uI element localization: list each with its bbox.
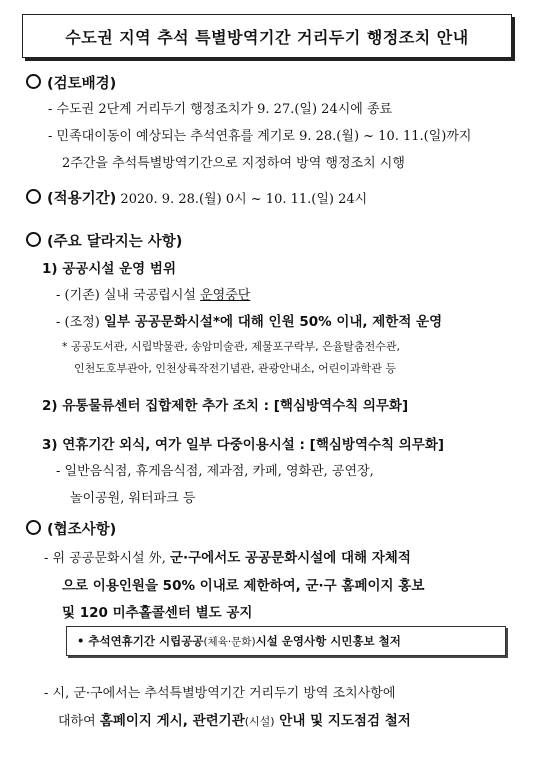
cooperation-line-3: 및 120 미추홀콜센터 별도 공지 bbox=[62, 605, 253, 621]
facility-note-2: 인천도호부관아, 인천상륙작전기념관, 관광안내소, 어린이과학관 등 bbox=[74, 362, 397, 375]
cooperation-line-5: 대하여 홈페이지 게시, 관련기관(시설) 안내 및 지도점검 철저 bbox=[58, 713, 411, 729]
changes-line-adjusted: - (조정) 일부 공공문화시설*에 대해 인원 50% 이내, 제한적 운영 bbox=[56, 314, 443, 330]
background-line-3: 2주간을 추석특별방역기간으로 지정하여 방역 행정조치 시행 bbox=[62, 156, 405, 171]
circle-bullet-icon bbox=[26, 520, 41, 535]
changes-line-existing: - (기존) 실내 국공립시설 운영중단 bbox=[56, 288, 251, 303]
circle-bullet-icon bbox=[26, 232, 41, 247]
document-title: 수도권 지역 추석 특별방역기간 거리두기 행정조치 안내 bbox=[22, 14, 512, 58]
section-period: (적용기간) 2020. 9. 28.(월) 0시 ~ 10. 11.(일) 24시 bbox=[26, 187, 367, 208]
circle-bullet-icon bbox=[26, 74, 41, 89]
section-heading-background: (검토배경) bbox=[26, 72, 116, 93]
circle-bullet-icon bbox=[26, 189, 41, 204]
subheading-logistics: 2) 유통물류센터 집합제한 추가 조치 : [핵심방역수칙 의무화] bbox=[42, 398, 409, 414]
background-line-2: - 민족대이동이 예상되는 추석연휴를 계기로 9. 28.(월) ~ 10. 11.(일)까지 bbox=[48, 129, 472, 144]
subheading-holiday-facilities: 3) 연휴기간 외식, 여가 일부 다중이용시설 : [핵심방역수칙 의무화] bbox=[42, 437, 445, 453]
subheading-public-facilities: 1) 공공시설 운영 범위 bbox=[42, 261, 176, 277]
facility-note-1: * 공공도서관, 시립박물관, 송암미술관, 제물포구락부, 은율탈춤전수관, bbox=[62, 340, 400, 353]
cooperation-line-2: 으로 이용인원을 50% 이내로 제한하여, 군·구 홈페이지 홍보 bbox=[62, 578, 425, 594]
holiday-facilities-line-1: - 일반음식점, 휴게음식점, 제과점, 카페, 영화관, 공연장, bbox=[56, 464, 374, 479]
holiday-facilities-line-2: 놀이공원, 워터파크 등 bbox=[70, 491, 196, 506]
cooperation-line-4: - 시, 군·구에서는 추석특별방역기간 거리두기 방역 조치사항에 bbox=[44, 686, 396, 701]
period-text: 2020. 9. 28.(월) 0시 ~ 10. 11.(일) 24시 bbox=[116, 192, 368, 207]
notice-box: • 추석연휴기간 시립공공 (체육·문화) 시설 운영사항 시민홍보 철저 bbox=[66, 626, 506, 656]
cooperation-line-1: - 위 공공문화시설 外, 군·구에서도 공공문화시설에 대해 자체적 bbox=[44, 550, 411, 566]
section-heading-cooperation: (협조사항) bbox=[26, 518, 116, 539]
background-line-1: - 수도권 2단계 거리두기 행정조치가 9. 27.(일) 24시에 종료 bbox=[48, 102, 393, 117]
section-heading-changes: (주요 달라지는 사항) bbox=[26, 230, 182, 251]
